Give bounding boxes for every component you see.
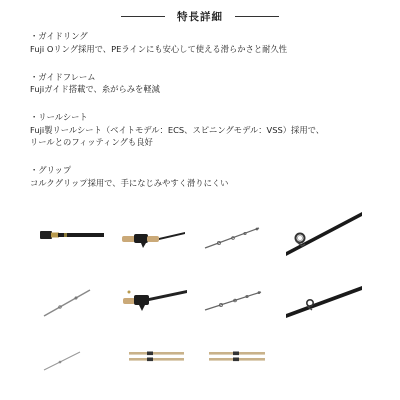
feature-title: ・ガイドフレーム	[30, 71, 96, 82]
empty-gallery-cell	[282, 328, 365, 388]
product-photo-gallery	[34, 208, 364, 388]
feature-title: ・グリップ	[30, 165, 72, 175]
feature-guide-frame	[30, 71, 380, 96]
rod-baitcast-cork-grip-photo	[117, 208, 200, 268]
rod-blank-section-photo	[34, 268, 117, 328]
rod-guide-ring-closeup-photo	[282, 208, 365, 268]
feature-title: ・リールシート	[30, 112, 88, 122]
feature-desc: Fuji Oリング採用で、PEラインにも安心して使える滑らかさと耐久性	[30, 43, 288, 54]
feature-title: ・ガイドリング	[30, 31, 88, 41]
rod-cork-grip-full-photo-2	[199, 328, 282, 388]
header-rule-right	[235, 16, 279, 17]
section-header	[0, 6, 400, 26]
feature-grip	[30, 164, 380, 189]
rod-baitcast-reel-seat-photo	[117, 268, 200, 328]
feature-desc: Fuji製リールシート（ベイトモデル：ECS、スピニングモデル：VSS）採用で、	[30, 124, 325, 135]
feature-reel-seat	[30, 111, 380, 149]
rod-cork-grip-full-photo	[117, 328, 200, 388]
rod-butt-gimbal-photo	[34, 208, 117, 268]
header-rule-left	[121, 16, 165, 17]
section-title: 特長詳細	[177, 10, 223, 23]
feature-list	[30, 30, 380, 205]
feature-desc-line2: リールとのフィッティングも良好	[30, 137, 153, 147]
rod-guide-frame-closeup-photo	[282, 268, 365, 328]
rod-tip-guides-photo-2	[199, 268, 282, 328]
rod-tip-guides-photo	[199, 208, 282, 268]
feature-desc: コルクグリップ採用で、手になじみやすく滑りにくい	[30, 177, 229, 188]
feature-desc: Fujiガイド搭載で、糸がらみを軽減	[30, 84, 160, 94]
rod-thin-tip-photo	[34, 328, 117, 388]
feature-guide-ring	[30, 30, 380, 55]
